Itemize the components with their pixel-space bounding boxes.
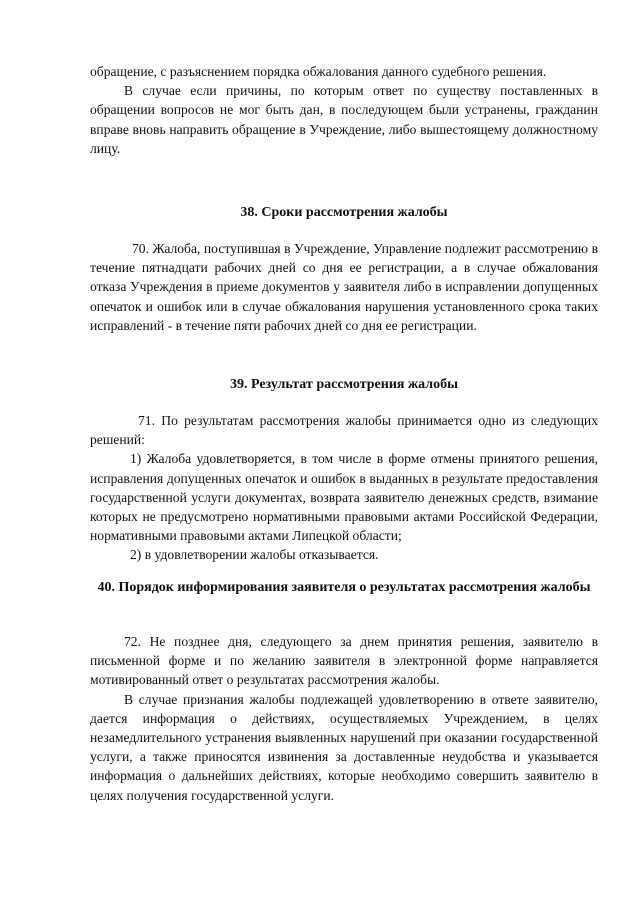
section-38-heading: 38. Сроки рассмотрения жалобы xyxy=(240,205,448,220)
paragraph-72-response: В случае признания жалобы подлежащей удовлетворению в ответе заявителю, дается информация о действиях, осуществляемых Учреждением, в целях незамедлительного устранения выявленных нарушений при оказании государственной услуги, а также приносятся извинения за доставленные неудобства и указывается информация о дальнейших действиях, которые необходимо совершить заявителю в целях получения государственной услуги. xyxy=(90,691,598,803)
section-38-body xyxy=(90,239,598,335)
list-item-2: 2) в удовлетворении жалобы отказывается. xyxy=(130,547,379,563)
section-40-heading: 40. Порядок информирования заявителя о результатах рассмотрения жалобы xyxy=(97,580,591,595)
paragraph-71: 71. По результатам рассмотрения жалобы принимается одно из следующих решений: xyxy=(90,413,598,448)
section-39-heading: 39. Результат рассмотрения жалобы xyxy=(229,377,459,392)
section-39-body xyxy=(90,411,598,565)
paragraph-reappeal: В случае если причины, по которым ответ по существу поставленных в обращении вопросов не мог быть дан, в последующем были устранены, гражданин вправе вновь направить обращение в Учреждение, либо вышестоящему должностному лицу. xyxy=(90,83,598,156)
paragraph-continuation: обращение, с разъяснением порядка обжалования данного судебного решения. xyxy=(90,64,547,79)
paragraph-72: 72. Не позднее дня, следующего за днем принятия решения, заявителю в письменной форме и по желанию заявителя в электронной форме направляется мотивированный ответ о результатах рассмотрения жалобы. xyxy=(90,634,598,688)
list-item-1: 1) Жалоба удовлетворяется, в том числе в форме отмены принятого решения, исправления допущенных опечаток и ошибок в выданных в результате предоставления государственной услуги документах, возврата заявителю денежных средств, взимание которых не предусмотрено нормативными правовыми актами Российской Федерации, нормативными правовыми актами Липецкой области; xyxy=(90,451,598,544)
continuation-block xyxy=(90,62,598,158)
paragraph-70: 70. Жалоба, поступившая в Учреждение, Управление подлежит рассмотрению в течение пятнадцати рабочих дней со дня ее регистрации, а в случае обжалования отказа Учреждения в приеме документов у заявителя либо в исправлении допущенных опечаток и ошибок или в случае обжалования нарушения установленного срока таких исправлений - в течение пяти рабочих дней со дня ее регистрации. xyxy=(90,241,598,333)
section-40-body xyxy=(90,632,598,805)
